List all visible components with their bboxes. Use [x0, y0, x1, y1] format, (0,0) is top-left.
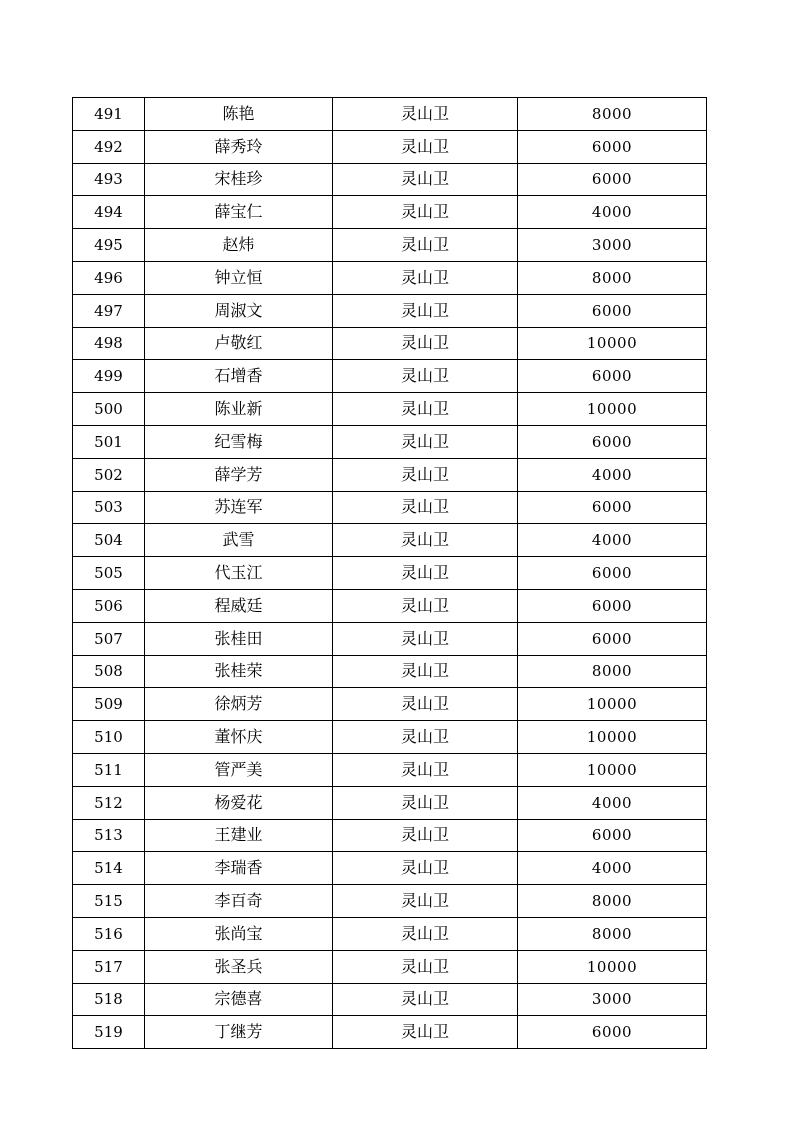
row-number-cell: 509 [73, 688, 145, 721]
amount-cell: 6000 [518, 425, 707, 458]
name-cell: 宋桂珍 [145, 163, 333, 196]
name-cell: 赵炜 [145, 229, 333, 262]
place-cell: 灵山卫 [333, 524, 518, 557]
table-row [73, 753, 707, 786]
amount-cell: 8000 [518, 98, 707, 131]
place-cell: 灵山卫 [333, 491, 518, 524]
name-cell: 王建业 [145, 819, 333, 852]
row-number-cell: 498 [73, 327, 145, 360]
amount-cell: 6000 [518, 360, 707, 393]
table-row [73, 393, 707, 426]
name-cell: 张桂田 [145, 622, 333, 655]
amount-cell: 6000 [518, 294, 707, 327]
row-number-cell: 517 [73, 950, 145, 983]
amount-cell: 8000 [518, 655, 707, 688]
row-number-cell: 493 [73, 163, 145, 196]
row-number-cell: 497 [73, 294, 145, 327]
table-row [73, 360, 707, 393]
name-cell: 钟立恒 [145, 261, 333, 294]
place-cell: 灵山卫 [333, 1016, 518, 1049]
table-row [73, 557, 707, 590]
name-cell: 苏连军 [145, 491, 333, 524]
row-number-cell: 494 [73, 196, 145, 229]
row-number-cell: 518 [73, 983, 145, 1016]
place-cell: 灵山卫 [333, 721, 518, 754]
row-number-cell: 515 [73, 885, 145, 918]
table-row [73, 589, 707, 622]
table-row [73, 622, 707, 655]
name-cell: 李百奇 [145, 885, 333, 918]
place-cell: 灵山卫 [333, 163, 518, 196]
amount-cell: 6000 [518, 819, 707, 852]
place-cell: 灵山卫 [333, 950, 518, 983]
name-cell: 薛宝仁 [145, 196, 333, 229]
amount-cell: 6000 [518, 589, 707, 622]
table-row [73, 524, 707, 557]
name-cell: 卢敬红 [145, 327, 333, 360]
amount-cell: 4000 [518, 524, 707, 557]
place-cell: 灵山卫 [333, 130, 518, 163]
amount-cell: 6000 [518, 557, 707, 590]
name-cell: 代玉江 [145, 557, 333, 590]
row-number-cell: 519 [73, 1016, 145, 1049]
name-cell: 薛学芳 [145, 458, 333, 491]
row-number-cell: 491 [73, 98, 145, 131]
amount-cell: 8000 [518, 917, 707, 950]
name-cell: 陈艳 [145, 98, 333, 131]
roster-table [72, 97, 707, 1049]
place-cell: 灵山卫 [333, 688, 518, 721]
table-row [73, 327, 707, 360]
amount-cell: 6000 [518, 163, 707, 196]
row-number-cell: 492 [73, 130, 145, 163]
row-number-cell: 501 [73, 425, 145, 458]
name-cell: 周淑文 [145, 294, 333, 327]
amount-cell: 4000 [518, 458, 707, 491]
table-row [73, 425, 707, 458]
amount-cell: 10000 [518, 721, 707, 754]
row-number-cell: 507 [73, 622, 145, 655]
table-row [73, 917, 707, 950]
table-row [73, 819, 707, 852]
table-row [73, 655, 707, 688]
table-row [73, 950, 707, 983]
place-cell: 灵山卫 [333, 983, 518, 1016]
table-row [73, 163, 707, 196]
row-number-cell: 514 [73, 852, 145, 885]
table-row [73, 786, 707, 819]
place-cell: 灵山卫 [333, 458, 518, 491]
place-cell: 灵山卫 [333, 360, 518, 393]
place-cell: 灵山卫 [333, 327, 518, 360]
name-cell: 武雪 [145, 524, 333, 557]
row-number-cell: 510 [73, 721, 145, 754]
place-cell: 灵山卫 [333, 753, 518, 786]
row-number-cell: 503 [73, 491, 145, 524]
name-cell: 张圣兵 [145, 950, 333, 983]
row-number-cell: 499 [73, 360, 145, 393]
table-row [73, 130, 707, 163]
name-cell: 张尚宝 [145, 917, 333, 950]
amount-cell: 8000 [518, 261, 707, 294]
table-row [73, 721, 707, 754]
table-row [73, 885, 707, 918]
amount-cell: 8000 [518, 885, 707, 918]
place-cell: 灵山卫 [333, 98, 518, 131]
row-number-cell: 512 [73, 786, 145, 819]
name-cell: 石增香 [145, 360, 333, 393]
amount-cell: 10000 [518, 327, 707, 360]
table-row [73, 491, 707, 524]
amount-cell: 3000 [518, 983, 707, 1016]
name-cell: 张桂荣 [145, 655, 333, 688]
row-number-cell: 504 [73, 524, 145, 557]
name-cell: 薛秀玲 [145, 130, 333, 163]
row-number-cell: 500 [73, 393, 145, 426]
table-row [73, 98, 707, 131]
place-cell: 灵山卫 [333, 622, 518, 655]
table-row [73, 229, 707, 262]
amount-cell: 10000 [518, 688, 707, 721]
name-cell: 杨爱花 [145, 786, 333, 819]
place-cell: 灵山卫 [333, 819, 518, 852]
table-row [73, 294, 707, 327]
row-number-cell: 506 [73, 589, 145, 622]
place-cell: 灵山卫 [333, 589, 518, 622]
name-cell: 丁继芳 [145, 1016, 333, 1049]
table-row [73, 196, 707, 229]
row-number-cell: 505 [73, 557, 145, 590]
place-cell: 灵山卫 [333, 655, 518, 688]
row-number-cell: 511 [73, 753, 145, 786]
place-cell: 灵山卫 [333, 393, 518, 426]
row-number-cell: 496 [73, 261, 145, 294]
amount-cell: 3000 [518, 229, 707, 262]
name-cell: 宗德喜 [145, 983, 333, 1016]
place-cell: 灵山卫 [333, 196, 518, 229]
table-row [73, 983, 707, 1016]
name-cell: 徐炳芳 [145, 688, 333, 721]
roster-table-body [73, 98, 707, 1049]
name-cell: 纪雪梅 [145, 425, 333, 458]
amount-cell: 6000 [518, 130, 707, 163]
place-cell: 灵山卫 [333, 557, 518, 590]
name-cell: 程威廷 [145, 589, 333, 622]
amount-cell: 4000 [518, 852, 707, 885]
row-number-cell: 516 [73, 917, 145, 950]
name-cell: 董怀庆 [145, 721, 333, 754]
amount-cell: 6000 [518, 1016, 707, 1049]
amount-cell: 6000 [518, 622, 707, 655]
row-number-cell: 513 [73, 819, 145, 852]
row-number-cell: 502 [73, 458, 145, 491]
table-row [73, 261, 707, 294]
table-row [73, 1016, 707, 1049]
amount-cell: 10000 [518, 753, 707, 786]
row-number-cell: 495 [73, 229, 145, 262]
place-cell: 灵山卫 [333, 229, 518, 262]
place-cell: 灵山卫 [333, 917, 518, 950]
place-cell: 灵山卫 [333, 261, 518, 294]
place-cell: 灵山卫 [333, 852, 518, 885]
table-row [73, 688, 707, 721]
table-row [73, 458, 707, 491]
amount-cell: 4000 [518, 786, 707, 819]
name-cell: 管严美 [145, 753, 333, 786]
place-cell: 灵山卫 [333, 786, 518, 819]
amount-cell: 4000 [518, 196, 707, 229]
amount-cell: 6000 [518, 491, 707, 524]
amount-cell: 10000 [518, 393, 707, 426]
amount-cell: 10000 [518, 950, 707, 983]
table-row [73, 852, 707, 885]
place-cell: 灵山卫 [333, 885, 518, 918]
name-cell: 陈业新 [145, 393, 333, 426]
place-cell: 灵山卫 [333, 294, 518, 327]
name-cell: 李瑞香 [145, 852, 333, 885]
row-number-cell: 508 [73, 655, 145, 688]
place-cell: 灵山卫 [333, 425, 518, 458]
